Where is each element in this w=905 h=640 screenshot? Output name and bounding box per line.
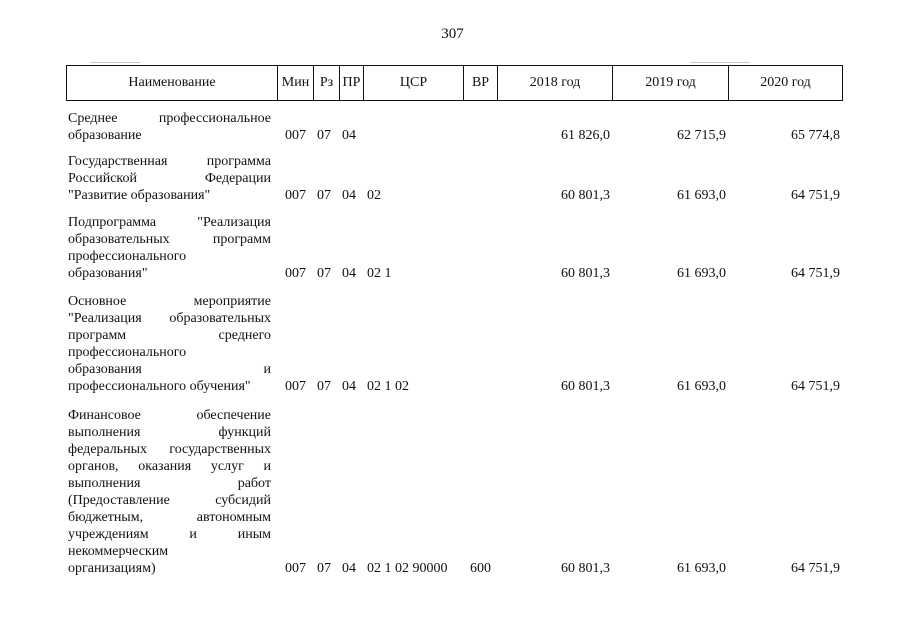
table-header — [66, 65, 843, 101]
row-2019: 61 693,0 — [677, 188, 726, 203]
row-name-line: органов, оказания услуг и — [68, 459, 271, 474]
row-2019: 61 693,0 — [677, 266, 726, 281]
row-csr: 02 1 — [367, 266, 392, 281]
row-csr: 02 1 02 90000 — [367, 561, 448, 576]
row-name — [68, 153, 271, 204]
row-2018: 60 801,3 — [561, 188, 610, 203]
row-rz: 07 — [317, 379, 331, 394]
row-min: 007 — [285, 379, 306, 394]
scan-artifact-line — [90, 62, 140, 63]
row-name-line: профессионального — [68, 345, 187, 360]
row-2018: 60 801,3 — [561, 379, 610, 394]
row-name-line: Государственная программа — [68, 154, 271, 169]
row-name-line: Российской Федерации — [68, 171, 271, 186]
row-name-line: образование — [68, 128, 142, 143]
row-pr: 04 — [342, 266, 356, 281]
header-name: Наименование — [67, 66, 278, 100]
row-rz: 07 — [317, 128, 331, 143]
row-2018: 60 801,3 — [561, 561, 610, 576]
header-pr: ПР — [340, 66, 364, 100]
row-name-line: образовательных программ — [68, 232, 271, 247]
row-name-line: федеральных государственных — [68, 442, 271, 457]
row-2020: 65 774,8 — [791, 128, 840, 143]
row-name-line: некоммерческим — [68, 544, 169, 559]
row-min: 007 — [285, 128, 306, 143]
row-name-line: бюджетным, автономным — [68, 510, 271, 525]
header-rz: Рз — [314, 66, 340, 100]
row-name-line: программ среднего — [68, 328, 271, 343]
row-name — [68, 110, 271, 144]
row-name — [68, 293, 271, 395]
row-min: 007 — [285, 561, 306, 576]
scan-artifact-line — [690, 62, 750, 63]
row-name-line: Финансовое обеспечение — [68, 408, 271, 423]
row-2020: 64 751,9 — [791, 188, 840, 203]
row-name-line: выполнения функций — [68, 425, 271, 440]
row-name — [68, 214, 271, 282]
row-pr: 04 — [342, 379, 356, 394]
row-min: 007 — [285, 266, 306, 281]
row-pr: 04 — [342, 188, 356, 203]
row-2018: 61 826,0 — [561, 128, 610, 143]
row-rz: 07 — [317, 188, 331, 203]
page-number: 307 — [441, 26, 464, 42]
row-2020: 64 751,9 — [791, 561, 840, 576]
row-2019: 61 693,0 — [677, 561, 726, 576]
row-pr: 04 — [342, 561, 356, 576]
row-min: 007 — [285, 188, 306, 203]
row-name-line: профессионального — [68, 249, 187, 264]
row-name-line: Подпрограмма "Реализация — [68, 215, 271, 230]
row-name-line: организациям) — [68, 561, 156, 576]
row-name-line: учреждениям и иным — [68, 527, 271, 542]
row-2018: 60 801,3 — [561, 266, 610, 281]
row-name — [68, 407, 271, 577]
row-name-line: образования и — [68, 362, 271, 377]
row-name-line: (Предоставление субсидий — [68, 493, 271, 508]
header-2020: 2020 год — [760, 75, 811, 90]
row-vr: 600 — [470, 561, 491, 576]
header-csr: ЦСР — [364, 66, 464, 100]
row-rz: 07 — [317, 266, 331, 281]
row-pr: 04 — [342, 128, 356, 143]
row-2019: 61 693,0 — [677, 379, 726, 394]
row-name-line: образования" — [68, 266, 148, 281]
row-name-line: профессионального обучения" — [68, 379, 251, 394]
row-name-line: "Развитие образования" — [68, 188, 211, 203]
row-csr: 02 1 02 — [367, 379, 409, 394]
header-min: Мин — [278, 66, 314, 100]
row-2019: 62 715,9 — [677, 128, 726, 143]
row-csr: 02 — [367, 188, 381, 203]
row-rz: 07 — [317, 561, 331, 576]
header-2019: 2019 год — [613, 66, 729, 100]
row-2020: 64 751,9 — [791, 266, 840, 281]
row-name-line: "Реализация образовательных — [68, 311, 271, 326]
row-name-line: выполнения работ — [68, 476, 271, 491]
row-name-line: Среднее профессиональное — [68, 111, 271, 126]
header-2018: 2018 год — [498, 66, 613, 100]
row-2020: 64 751,9 — [791, 379, 840, 394]
row-name-line: Основное мероприятие — [68, 294, 271, 309]
header-vr: ВР — [464, 66, 498, 100]
